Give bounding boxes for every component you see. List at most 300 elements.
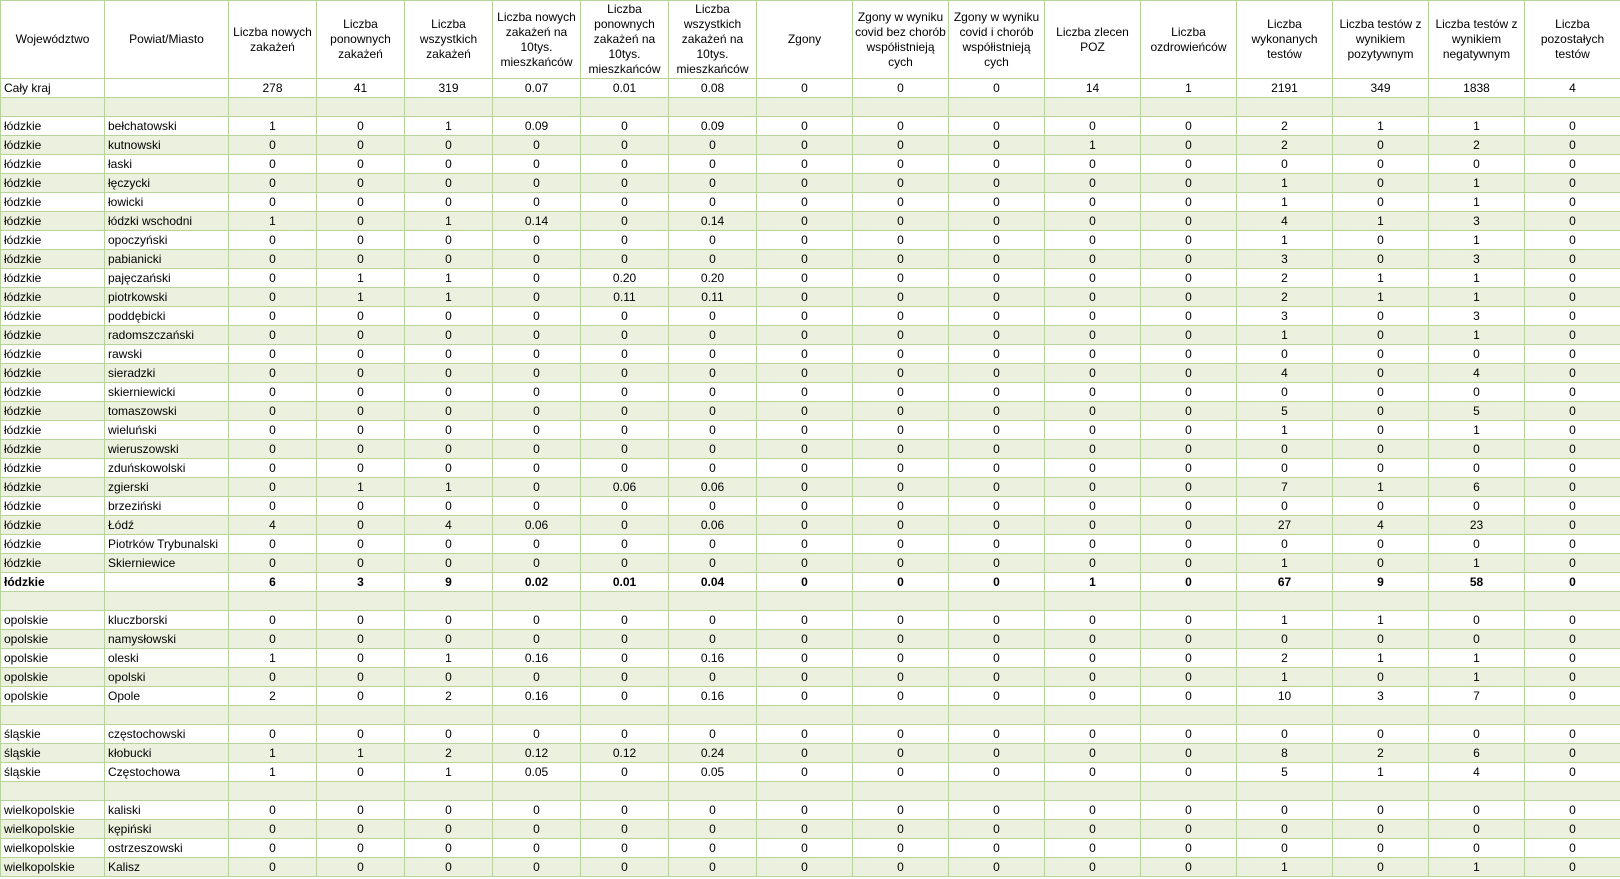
empty-cell xyxy=(949,706,1045,725)
value-cell: 0 xyxy=(581,383,669,402)
table-header xyxy=(1,1,1620,79)
value-cell: 0 xyxy=(757,497,853,516)
column-header: Powiat/Miasto xyxy=(105,1,229,79)
empty-cell xyxy=(1045,782,1141,801)
value-cell: 0 xyxy=(853,440,949,459)
value-cell: 0 xyxy=(669,535,757,554)
value-cell: 0 xyxy=(757,668,853,687)
value-cell: 2 xyxy=(1237,649,1333,668)
value-cell: 0 xyxy=(493,345,581,364)
value-cell: 0 xyxy=(949,858,1045,877)
value-cell: 1 xyxy=(1045,573,1141,592)
value-cell: 0 xyxy=(853,497,949,516)
value-cell: 0 xyxy=(949,554,1045,573)
empty-cell xyxy=(1525,706,1620,725)
value-cell: 0 xyxy=(853,611,949,630)
table-row xyxy=(1,212,1620,231)
value-cell: 1 xyxy=(1237,421,1333,440)
value-cell: 0.09 xyxy=(493,117,581,136)
table-row xyxy=(1,231,1620,250)
value-cell: 0 xyxy=(1141,364,1237,383)
value-cell: 0 xyxy=(581,117,669,136)
value-cell: 0 xyxy=(757,288,853,307)
empty-cell xyxy=(757,782,853,801)
empty-cell xyxy=(493,98,581,117)
empty-cell xyxy=(581,706,669,725)
value-cell: 0 xyxy=(1525,250,1620,269)
value-cell: 0.16 xyxy=(493,649,581,668)
empty-cell xyxy=(105,782,229,801)
value-cell: 0 xyxy=(757,630,853,649)
value-cell: 0 xyxy=(1141,554,1237,573)
table-body xyxy=(1,79,1620,877)
empty-cell xyxy=(229,782,317,801)
empty-cell xyxy=(1333,706,1429,725)
value-cell: 0 xyxy=(669,326,757,345)
value-cell: 7 xyxy=(1429,687,1525,706)
value-cell: 4 xyxy=(1237,364,1333,383)
value-cell: 0 xyxy=(493,269,581,288)
empty-cell xyxy=(1429,592,1525,611)
value-cell: 0 xyxy=(1045,250,1141,269)
value-cell: 0 xyxy=(493,250,581,269)
value-cell: 6 xyxy=(1429,478,1525,497)
district-cell: Łódź xyxy=(105,516,229,535)
value-cell: 0 xyxy=(581,725,669,744)
region-cell: Cały kraj xyxy=(1,79,105,98)
region-cell: łódzkie xyxy=(1,421,105,440)
value-cell: 0 xyxy=(229,307,317,326)
value-cell: 3 xyxy=(1429,250,1525,269)
empty-cell xyxy=(1045,592,1141,611)
district-cell: ostrzeszowski xyxy=(105,839,229,858)
value-cell: 0 xyxy=(317,668,405,687)
value-cell: 0 xyxy=(1045,725,1141,744)
value-cell: 0 xyxy=(757,649,853,668)
value-cell: 0 xyxy=(949,136,1045,155)
table-row xyxy=(1,478,1620,497)
region-cell: opolskie xyxy=(1,611,105,630)
value-cell: 0 xyxy=(317,820,405,839)
value-cell: 0 xyxy=(1045,459,1141,478)
value-cell: 1838 xyxy=(1429,79,1525,98)
value-cell: 1 xyxy=(317,269,405,288)
value-cell: 0 xyxy=(853,364,949,383)
value-cell: 0 xyxy=(493,174,581,193)
value-cell: 0.02 xyxy=(493,573,581,592)
column-header: Liczba wykonanych testów xyxy=(1237,1,1333,79)
header-row xyxy=(1,1,1620,79)
value-cell: 4 xyxy=(1429,364,1525,383)
value-cell: 0 xyxy=(581,820,669,839)
value-cell: 0 xyxy=(1429,497,1525,516)
region-cell: łódzkie xyxy=(1,516,105,535)
value-cell: 0 xyxy=(1333,402,1429,421)
value-cell: 0 xyxy=(493,801,581,820)
value-cell: 0 xyxy=(581,307,669,326)
value-cell: 319 xyxy=(405,79,493,98)
value-cell: 0 xyxy=(949,725,1045,744)
value-cell: 0 xyxy=(229,440,317,459)
value-cell: 0 xyxy=(581,155,669,174)
column-header: Województwo xyxy=(1,1,105,79)
empty-cell xyxy=(1237,98,1333,117)
value-cell: 0 xyxy=(1429,725,1525,744)
value-cell: 0 xyxy=(1333,459,1429,478)
value-cell: 0 xyxy=(493,820,581,839)
value-cell: 0 xyxy=(1141,744,1237,763)
empty-cell xyxy=(493,706,581,725)
value-cell: 0 xyxy=(669,383,757,402)
value-cell: 0.24 xyxy=(669,744,757,763)
value-cell: 0 xyxy=(1333,668,1429,687)
value-cell: 0 xyxy=(757,839,853,858)
value-cell: 1 xyxy=(1429,649,1525,668)
value-cell: 0.01 xyxy=(581,79,669,98)
value-cell: 0 xyxy=(1525,193,1620,212)
region-cell: łódzkie xyxy=(1,478,105,497)
value-cell: 0 xyxy=(1525,858,1620,877)
value-cell: 0 xyxy=(669,820,757,839)
value-cell: 0 xyxy=(317,497,405,516)
empty-cell xyxy=(405,98,493,117)
value-cell: 0 xyxy=(1525,155,1620,174)
value-cell: 0 xyxy=(229,174,317,193)
value-cell: 0.09 xyxy=(669,117,757,136)
value-cell: 0 xyxy=(853,174,949,193)
value-cell: 0 xyxy=(405,801,493,820)
empty-cell xyxy=(1429,706,1525,725)
value-cell: 0 xyxy=(1525,421,1620,440)
table-row xyxy=(1,421,1620,440)
value-cell: 0 xyxy=(1525,611,1620,630)
empty-cell xyxy=(1333,98,1429,117)
value-cell: 0 xyxy=(1141,155,1237,174)
value-cell: 0 xyxy=(405,839,493,858)
value-cell: 0 xyxy=(1333,839,1429,858)
value-cell: 0 xyxy=(1045,668,1141,687)
value-cell: 0 xyxy=(949,535,1045,554)
value-cell: 0 xyxy=(1333,421,1429,440)
region-cell: łódzkie xyxy=(1,231,105,250)
table-row xyxy=(1,79,1620,98)
value-cell: 0 xyxy=(1141,668,1237,687)
value-cell: 0 xyxy=(1141,345,1237,364)
value-cell: 0 xyxy=(949,820,1045,839)
value-cell: 0 xyxy=(1045,649,1141,668)
table-row xyxy=(1,687,1620,706)
value-cell: 0 xyxy=(853,839,949,858)
value-cell: 0 xyxy=(669,307,757,326)
value-cell: 0 xyxy=(229,497,317,516)
value-cell: 0 xyxy=(229,801,317,820)
value-cell: 0 xyxy=(949,231,1045,250)
value-cell: 0 xyxy=(229,668,317,687)
table-row xyxy=(1,136,1620,155)
value-cell: 0 xyxy=(853,269,949,288)
district-cell: radomszczański xyxy=(105,326,229,345)
value-cell: 0.07 xyxy=(493,79,581,98)
value-cell: 0 xyxy=(493,459,581,478)
value-cell: 14 xyxy=(1045,79,1141,98)
value-cell: 0.16 xyxy=(493,687,581,706)
value-cell: 0 xyxy=(405,345,493,364)
value-cell: 0 xyxy=(853,535,949,554)
empty-cell xyxy=(1141,98,1237,117)
value-cell: 0 xyxy=(1525,269,1620,288)
value-cell: 0 xyxy=(405,668,493,687)
separator-row xyxy=(1,782,1620,801)
value-cell: 0 xyxy=(1045,611,1141,630)
value-cell: 0 xyxy=(1237,383,1333,402)
value-cell: 0 xyxy=(949,573,1045,592)
value-cell: 0 xyxy=(853,554,949,573)
value-cell: 0.04 xyxy=(669,573,757,592)
value-cell: 1 xyxy=(1333,611,1429,630)
value-cell: 0 xyxy=(493,668,581,687)
value-cell: 0.14 xyxy=(493,212,581,231)
value-cell: 0 xyxy=(1525,345,1620,364)
value-cell: 0 xyxy=(1045,307,1141,326)
value-cell: 1 xyxy=(405,649,493,668)
value-cell: 0 xyxy=(1333,345,1429,364)
value-cell: 0 xyxy=(1045,801,1141,820)
value-cell: 2 xyxy=(1237,117,1333,136)
table-row xyxy=(1,307,1620,326)
district-cell: rawski xyxy=(105,345,229,364)
value-cell: 0 xyxy=(1141,307,1237,326)
value-cell: 1 xyxy=(1237,174,1333,193)
region-cell: łódzkie xyxy=(1,573,105,592)
value-cell: 0 xyxy=(581,668,669,687)
value-cell: 0 xyxy=(1237,839,1333,858)
value-cell: 0 xyxy=(493,307,581,326)
region-cell: łódzkie xyxy=(1,250,105,269)
empty-cell xyxy=(105,706,229,725)
value-cell: 1 xyxy=(1237,858,1333,877)
value-cell: 2 xyxy=(1237,269,1333,288)
empty-cell xyxy=(405,782,493,801)
value-cell: 0 xyxy=(1525,649,1620,668)
value-cell: 0 xyxy=(1141,630,1237,649)
value-cell: 7 xyxy=(1237,478,1333,497)
table-row xyxy=(1,193,1620,212)
empty-cell xyxy=(949,98,1045,117)
value-cell: 0 xyxy=(1525,801,1620,820)
value-cell: 0 xyxy=(229,326,317,345)
value-cell: 1 xyxy=(1237,668,1333,687)
value-cell: 0 xyxy=(853,250,949,269)
value-cell: 0 xyxy=(405,497,493,516)
value-cell: 0 xyxy=(405,383,493,402)
value-cell: 0 xyxy=(757,117,853,136)
value-cell: 0.08 xyxy=(669,79,757,98)
value-cell: 0 xyxy=(1429,611,1525,630)
district-cell: łowicki xyxy=(105,193,229,212)
value-cell: 0 xyxy=(229,193,317,212)
value-cell: 0 xyxy=(853,668,949,687)
value-cell: 3 xyxy=(1429,307,1525,326)
value-cell: 0.16 xyxy=(669,649,757,668)
value-cell: 0 xyxy=(1045,744,1141,763)
value-cell: 0 xyxy=(1525,554,1620,573)
value-cell: 0 xyxy=(229,155,317,174)
empty-cell xyxy=(229,706,317,725)
value-cell: 0 xyxy=(1141,421,1237,440)
value-cell: 0 xyxy=(229,725,317,744)
value-cell: 0 xyxy=(405,858,493,877)
value-cell: 9 xyxy=(1333,573,1429,592)
value-cell: 0.05 xyxy=(493,763,581,782)
value-cell: 0 xyxy=(1525,820,1620,839)
value-cell: 0 xyxy=(317,459,405,478)
value-cell: 0 xyxy=(949,839,1045,858)
empty-cell xyxy=(669,98,757,117)
value-cell: 0 xyxy=(949,307,1045,326)
district-cell: bełchatowski xyxy=(105,117,229,136)
column-header: Zgony w wyniku covid bez chorób współistnieją cych xyxy=(853,1,949,79)
value-cell: 0 xyxy=(1429,440,1525,459)
value-cell: 0 xyxy=(949,649,1045,668)
table-row xyxy=(1,668,1620,687)
region-cell: śląskie xyxy=(1,725,105,744)
value-cell: 0 xyxy=(669,193,757,212)
value-cell: 10 xyxy=(1237,687,1333,706)
empty-cell xyxy=(1045,98,1141,117)
value-cell: 0 xyxy=(1141,687,1237,706)
value-cell: 0 xyxy=(1333,725,1429,744)
column-header: Liczba testów z wynikiem negatywnym xyxy=(1429,1,1525,79)
value-cell: 0 xyxy=(1141,212,1237,231)
value-cell: 0 xyxy=(229,288,317,307)
table-row xyxy=(1,497,1620,516)
value-cell: 6 xyxy=(229,573,317,592)
value-cell: 0 xyxy=(853,744,949,763)
value-cell: 0 xyxy=(229,345,317,364)
value-cell: 0 xyxy=(493,630,581,649)
value-cell: 0 xyxy=(1525,117,1620,136)
value-cell: 0 xyxy=(757,687,853,706)
district-cell: kłobucki xyxy=(105,744,229,763)
district-cell: sieradzki xyxy=(105,364,229,383)
empty-cell xyxy=(1,592,105,611)
value-cell: 0 xyxy=(669,250,757,269)
value-cell: 0 xyxy=(853,478,949,497)
value-cell: 0 xyxy=(1045,554,1141,573)
value-cell: 0 xyxy=(405,193,493,212)
column-header: Liczba wszystkich zakażeń xyxy=(405,1,493,79)
district-cell: brzeziński xyxy=(105,497,229,516)
value-cell: 3 xyxy=(1237,250,1333,269)
district-cell: skierniewicki xyxy=(105,383,229,402)
value-cell: 0 xyxy=(493,554,581,573)
district-cell: poddębicki xyxy=(105,307,229,326)
value-cell: 1 xyxy=(405,288,493,307)
table-row xyxy=(1,269,1620,288)
value-cell: 1 xyxy=(1333,269,1429,288)
value-cell: 0 xyxy=(581,839,669,858)
column-header: Liczba pozostałych testów xyxy=(1525,1,1620,79)
value-cell: 0 xyxy=(1333,801,1429,820)
value-cell: 0 xyxy=(1525,174,1620,193)
value-cell: 0 xyxy=(581,554,669,573)
value-cell: 0 xyxy=(1429,535,1525,554)
district-cell: pajęczański xyxy=(105,269,229,288)
district-cell: Częstochowa xyxy=(105,763,229,782)
district-cell: opoczyński xyxy=(105,231,229,250)
value-cell: 0 xyxy=(581,440,669,459)
value-cell: 0 xyxy=(317,402,405,421)
empty-cell xyxy=(853,782,949,801)
empty-cell xyxy=(581,782,669,801)
value-cell: 0 xyxy=(229,383,317,402)
value-cell: 0 xyxy=(405,459,493,478)
region-cell: łódzkie xyxy=(1,364,105,383)
value-cell: 0 xyxy=(581,630,669,649)
value-cell: 8 xyxy=(1237,744,1333,763)
value-cell: 0 xyxy=(853,79,949,98)
value-cell: 0 xyxy=(949,117,1045,136)
value-cell: 0 xyxy=(317,212,405,231)
value-cell: 3 xyxy=(317,573,405,592)
value-cell: 0 xyxy=(317,193,405,212)
value-cell: 0 xyxy=(581,231,669,250)
value-cell: 1 xyxy=(1429,193,1525,212)
value-cell: 0 xyxy=(317,174,405,193)
value-cell: 0 xyxy=(1429,459,1525,478)
value-cell: 0 xyxy=(669,364,757,383)
empty-cell xyxy=(1045,706,1141,725)
value-cell: 0 xyxy=(405,307,493,326)
empty-cell xyxy=(1141,706,1237,725)
value-cell: 0 xyxy=(317,364,405,383)
table-row xyxy=(1,535,1620,554)
empty-cell xyxy=(317,782,405,801)
value-cell: 0 xyxy=(317,839,405,858)
value-cell: 2 xyxy=(405,744,493,763)
region-cell: opolskie xyxy=(1,649,105,668)
value-cell: 0 xyxy=(853,117,949,136)
value-cell: 0 xyxy=(229,421,317,440)
value-cell: 0.06 xyxy=(581,478,669,497)
value-cell: 0 xyxy=(317,440,405,459)
value-cell: 0 xyxy=(405,440,493,459)
empty-cell xyxy=(949,592,1045,611)
value-cell: 0 xyxy=(1525,535,1620,554)
value-cell: 0 xyxy=(853,573,949,592)
value-cell: 0 xyxy=(493,478,581,497)
empty-cell xyxy=(105,592,229,611)
value-cell: 0 xyxy=(1141,250,1237,269)
district-cell: piotrkowski xyxy=(105,288,229,307)
value-cell: 0 xyxy=(1525,497,1620,516)
value-cell: 9 xyxy=(405,573,493,592)
region-cell: łódzkie xyxy=(1,554,105,573)
district-cell: kaliski xyxy=(105,801,229,820)
value-cell: 0 xyxy=(1141,440,1237,459)
value-cell: 0 xyxy=(405,554,493,573)
value-cell: 1 xyxy=(229,763,317,782)
region-cell: łódzkie xyxy=(1,174,105,193)
value-cell: 0 xyxy=(229,269,317,288)
value-cell: 0 xyxy=(1333,630,1429,649)
region-cell: wielkopolskie xyxy=(1,858,105,877)
value-cell: 1 xyxy=(1333,288,1429,307)
value-cell: 0 xyxy=(757,725,853,744)
empty-cell xyxy=(1141,782,1237,801)
value-cell: 0 xyxy=(317,725,405,744)
value-cell: 0 xyxy=(949,269,1045,288)
